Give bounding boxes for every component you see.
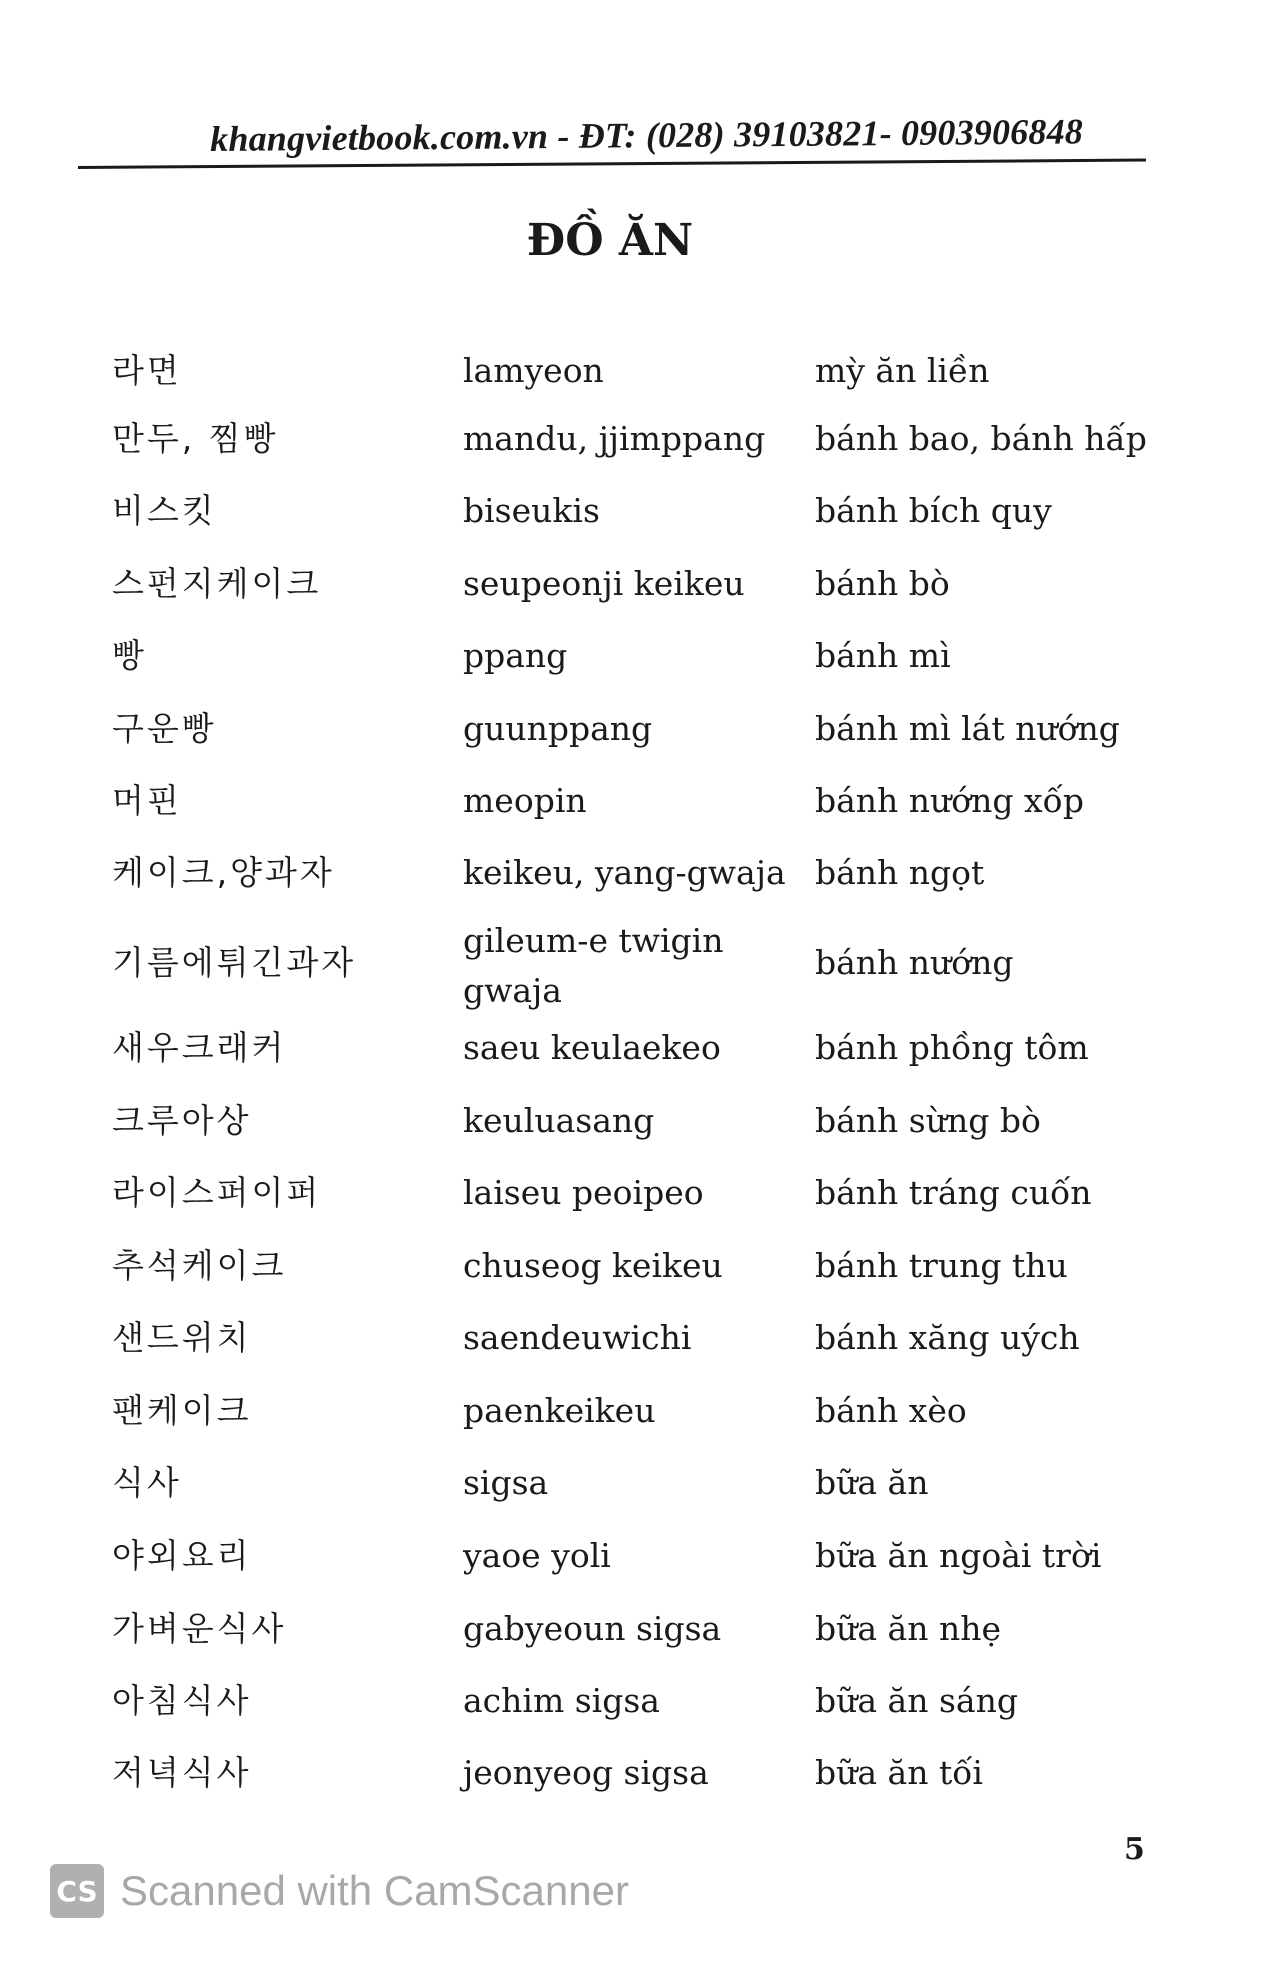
romanization: chuseog keikeu bbox=[463, 1246, 723, 1285]
romanization: jeonyeog sigsa bbox=[463, 1753, 709, 1792]
scanner-watermark bbox=[50, 1860, 629, 1922]
korean-term: 라면 bbox=[112, 351, 182, 390]
vietnamese-meaning: bánh sừng bò bbox=[815, 1101, 1041, 1140]
korean-term: 새우크래커 bbox=[112, 1028, 287, 1067]
korean-term: 케이크,양과자 bbox=[112, 853, 335, 892]
vietnamese-meaning: bánh trung thu bbox=[815, 1246, 1068, 1285]
korean-term: 아침식사 bbox=[112, 1681, 252, 1720]
romanization: achim sigsa bbox=[463, 1681, 660, 1720]
vietnamese-meaning: bánh mì lát nướng bbox=[815, 709, 1120, 748]
watermark-text: Scanned with CamScanner bbox=[120, 1867, 629, 1914]
korean-term: 야외요리 bbox=[112, 1536, 252, 1575]
korean-term: 머핀 bbox=[112, 781, 182, 820]
korean-term: 빵 bbox=[112, 636, 147, 675]
romanization: seupeonji keikeu bbox=[463, 564, 745, 603]
romanization: saeu keulaekeo bbox=[463, 1028, 721, 1067]
page-header: khangvietbook.com.vn - ĐT: (028) 39103821- 0903906848 bbox=[210, 111, 1084, 159]
korean-term: 기름에튀긴과자 bbox=[112, 943, 357, 982]
romanization: biseukis bbox=[463, 491, 600, 530]
vietnamese-meaning: bánh bò bbox=[815, 564, 950, 603]
vietnamese-meaning: bánh phồng tôm bbox=[815, 1028, 1089, 1067]
vietnamese-meaning: bánh xèo bbox=[815, 1391, 967, 1430]
korean-term: 만두, 찜빵 bbox=[112, 419, 279, 458]
korean-term: 샌드위치 bbox=[112, 1318, 252, 1357]
page-number: 5 bbox=[1124, 1832, 1145, 1867]
vietnamese-meaning: bánh nướng bbox=[815, 943, 1014, 982]
romanization: paenkeikeu bbox=[463, 1391, 656, 1430]
romanization: gabyeoun sigsa bbox=[463, 1609, 722, 1648]
romanization: lamyeon bbox=[463, 351, 604, 390]
korean-term: 저녁식사 bbox=[112, 1753, 252, 1792]
romanization: keikeu, yang-gwaja bbox=[463, 853, 786, 892]
romanization: gileum-e twigin gwaja bbox=[463, 921, 724, 1010]
vietnamese-meaning: bánh bao, bánh hấp bbox=[815, 419, 1147, 458]
korean-term: 스펀지케이크 bbox=[112, 564, 322, 603]
vietnamese-meaning: bữa ăn bbox=[815, 1463, 929, 1502]
romanization: keuluasang bbox=[463, 1101, 655, 1140]
korean-term: 라이스퍼이퍼 bbox=[112, 1173, 322, 1212]
vietnamese-meaning: bánh ngọt bbox=[815, 853, 985, 892]
vietnamese-meaning: bánh nướng xốp bbox=[815, 781, 1084, 820]
vietnamese-meaning: bữa ăn tối bbox=[815, 1753, 983, 1792]
korean-term: 팬케이크 bbox=[112, 1391, 252, 1430]
romanization: yaoe yoli bbox=[463, 1536, 611, 1575]
vietnamese-meaning: bữa ăn nhẹ bbox=[815, 1609, 1001, 1648]
page-title: ĐỒ ĂN bbox=[526, 215, 694, 266]
romanization: saendeuwichi bbox=[463, 1318, 692, 1357]
romanization: ppang bbox=[463, 636, 568, 675]
romanization: meopin bbox=[463, 781, 587, 820]
romanization: mandu, jjimppang bbox=[463, 419, 766, 458]
vietnamese-meaning: bánh mì bbox=[815, 636, 951, 675]
korean-term: 크루아상 bbox=[112, 1101, 252, 1140]
vietnamese-meaning: bánh tráng cuốn bbox=[815, 1173, 1092, 1212]
romanization: guunppang bbox=[463, 709, 653, 748]
vietnamese-meaning: bữa ăn ngoài trời bbox=[815, 1536, 1102, 1575]
vietnamese-meaning: mỳ ăn liền bbox=[815, 351, 990, 390]
korean-term: 비스킷 bbox=[112, 491, 217, 530]
korean-term: 구운빵 bbox=[112, 709, 217, 748]
vietnamese-meaning: bữa ăn sáng bbox=[815, 1681, 1018, 1720]
vietnamese-meaning: bánh bích quy bbox=[815, 491, 1052, 530]
korean-term: 식사 bbox=[112, 1463, 182, 1502]
korean-term: 가벼운식사 bbox=[112, 1609, 287, 1648]
korean-term: 추석케이크 bbox=[112, 1246, 287, 1285]
romanization: sigsa bbox=[463, 1463, 549, 1502]
camscanner-logo-icon: CS bbox=[50, 1864, 104, 1918]
vietnamese-meaning: bánh xăng uých bbox=[815, 1318, 1080, 1357]
romanization: laiseu peoipeo bbox=[463, 1173, 704, 1212]
